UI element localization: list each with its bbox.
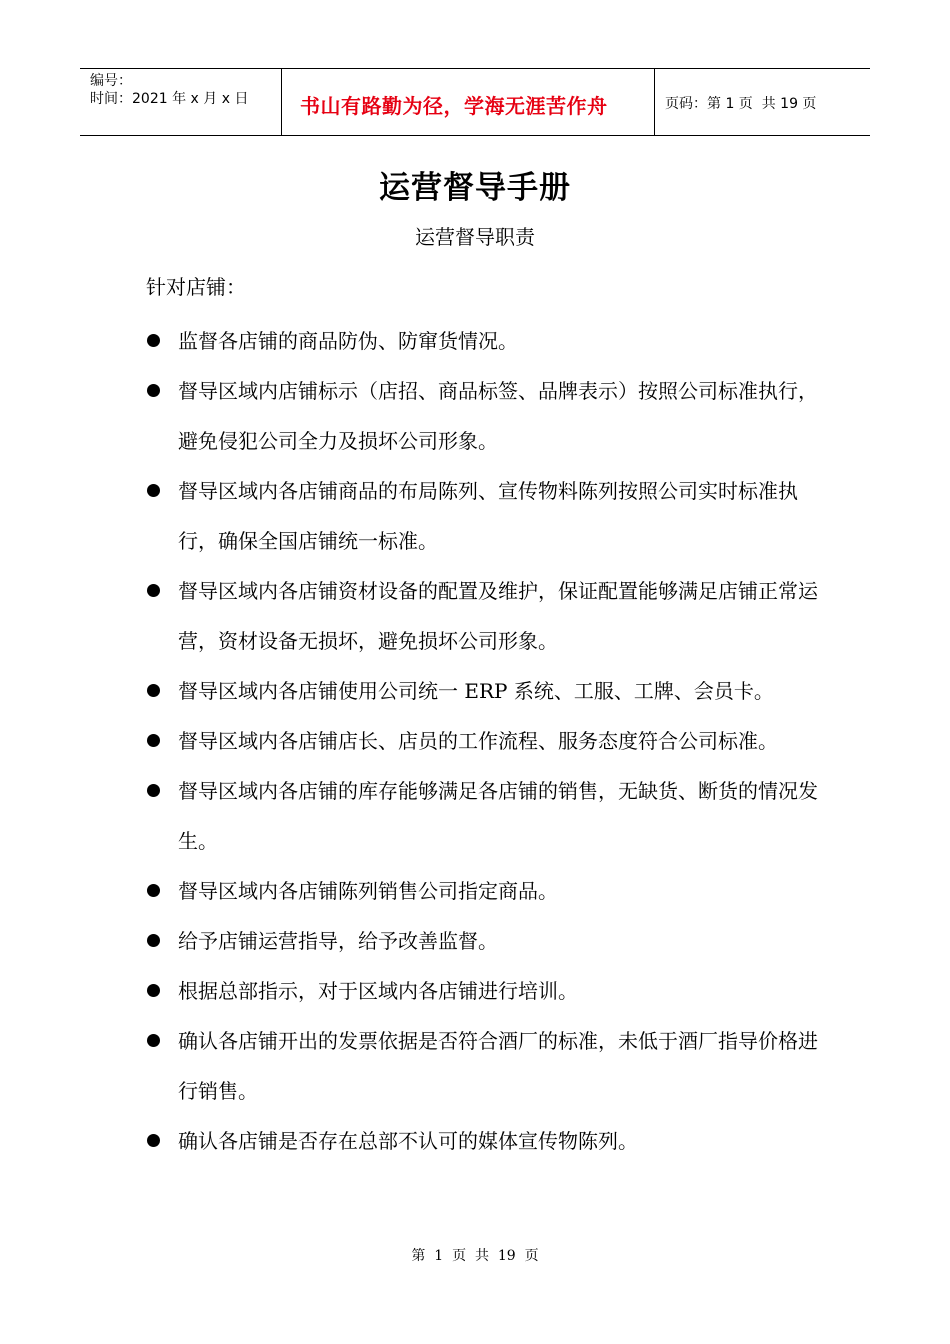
bullet-icon bbox=[146, 1016, 178, 1116]
duty-list bbox=[146, 316, 826, 1166]
list-item-text: 确认各店铺开出的发票依据是否符合酒厂的标准，未低于酒厂指导价格进行销售。 bbox=[178, 1029, 818, 1103]
header-motto: 书山有路勤为径，学海无涯苦作舟 bbox=[300, 93, 608, 118]
bullet-icon bbox=[146, 366, 178, 466]
list-item bbox=[146, 866, 826, 916]
header-motto-cell bbox=[282, 69, 655, 135]
list-item-text: 督导区域内各店铺的库存能够满足各店铺的销售，无缺货、断货的情况发生。 bbox=[178, 779, 818, 853]
bullet-icon bbox=[146, 766, 178, 866]
bullet-icon bbox=[146, 316, 178, 366]
page-footer: 第 1 页 共 19 页 bbox=[411, 1248, 539, 1264]
bullet-icon bbox=[146, 566, 178, 666]
bullet-icon bbox=[146, 916, 178, 966]
list-item bbox=[146, 1016, 826, 1116]
document-time-label: 时间：2021 年 x 月 x 日 bbox=[90, 91, 249, 107]
list-item bbox=[146, 666, 826, 716]
list-item-text: 监督各店铺的商品防伪、防窜货情况。 bbox=[178, 329, 518, 353]
list-item bbox=[146, 566, 826, 666]
list-item bbox=[146, 916, 826, 966]
list-item bbox=[146, 766, 826, 866]
list-item-text: 督导区域内各店铺陈列销售公司指定商品。 bbox=[178, 879, 558, 903]
bullet-icon bbox=[146, 716, 178, 766]
list-item bbox=[146, 716, 826, 766]
list-item-text: 督导区域内各店铺资材设备的配置及维护，保证配置能够满足店铺正常运营，资材设备无损坏，避免损坏公司形象。 bbox=[178, 579, 818, 653]
document-subtitle: 运营督导职责 bbox=[415, 225, 535, 249]
list-item-text: 督导区域内各店铺使用公司统一 ERP 系统、工服、工牌、会员卡。 bbox=[178, 679, 774, 703]
bullet-icon bbox=[146, 666, 178, 716]
list-item-text: 督导区域内各店铺店长、店员的工作流程、服务态度符合公司标准。 bbox=[178, 729, 778, 753]
page-header bbox=[80, 68, 870, 136]
document-number-label: 编号： bbox=[90, 73, 132, 89]
bullet-icon bbox=[146, 1116, 178, 1166]
list-item-text: 给予店铺运营指导，给予改善监督。 bbox=[178, 929, 498, 953]
list-item bbox=[146, 366, 826, 466]
header-page-info: 页码：第 1 页 共 19 页 bbox=[665, 96, 817, 112]
list-item bbox=[146, 1116, 826, 1166]
bullet-icon bbox=[146, 466, 178, 566]
section-intro: 针对店铺： bbox=[146, 275, 246, 299]
list-item-text: 根据总部指示，对于区域内各店铺进行培训。 bbox=[178, 979, 578, 1003]
list-item-text: 确认各店铺是否存在总部不认可的媒体宣传物陈列。 bbox=[178, 1129, 638, 1153]
document-title: 运营督导手册 bbox=[379, 170, 571, 206]
list-item-text: 督导区域内各店铺商品的布局陈列、宣传物料陈列按照公司实时标准执行，确保全国店铺统一标准。 bbox=[178, 479, 798, 553]
bullet-icon bbox=[146, 966, 178, 1016]
list-item-text: 督导区域内店铺标示（店招、商品标签、品牌表示）按照公司标准执行，避免侵犯公司全力及损坏公司形象。 bbox=[178, 379, 818, 453]
list-item bbox=[146, 466, 826, 566]
bullet-icon bbox=[146, 866, 178, 916]
header-meta bbox=[80, 69, 282, 135]
list-item bbox=[146, 316, 826, 366]
list-item bbox=[146, 966, 826, 1016]
